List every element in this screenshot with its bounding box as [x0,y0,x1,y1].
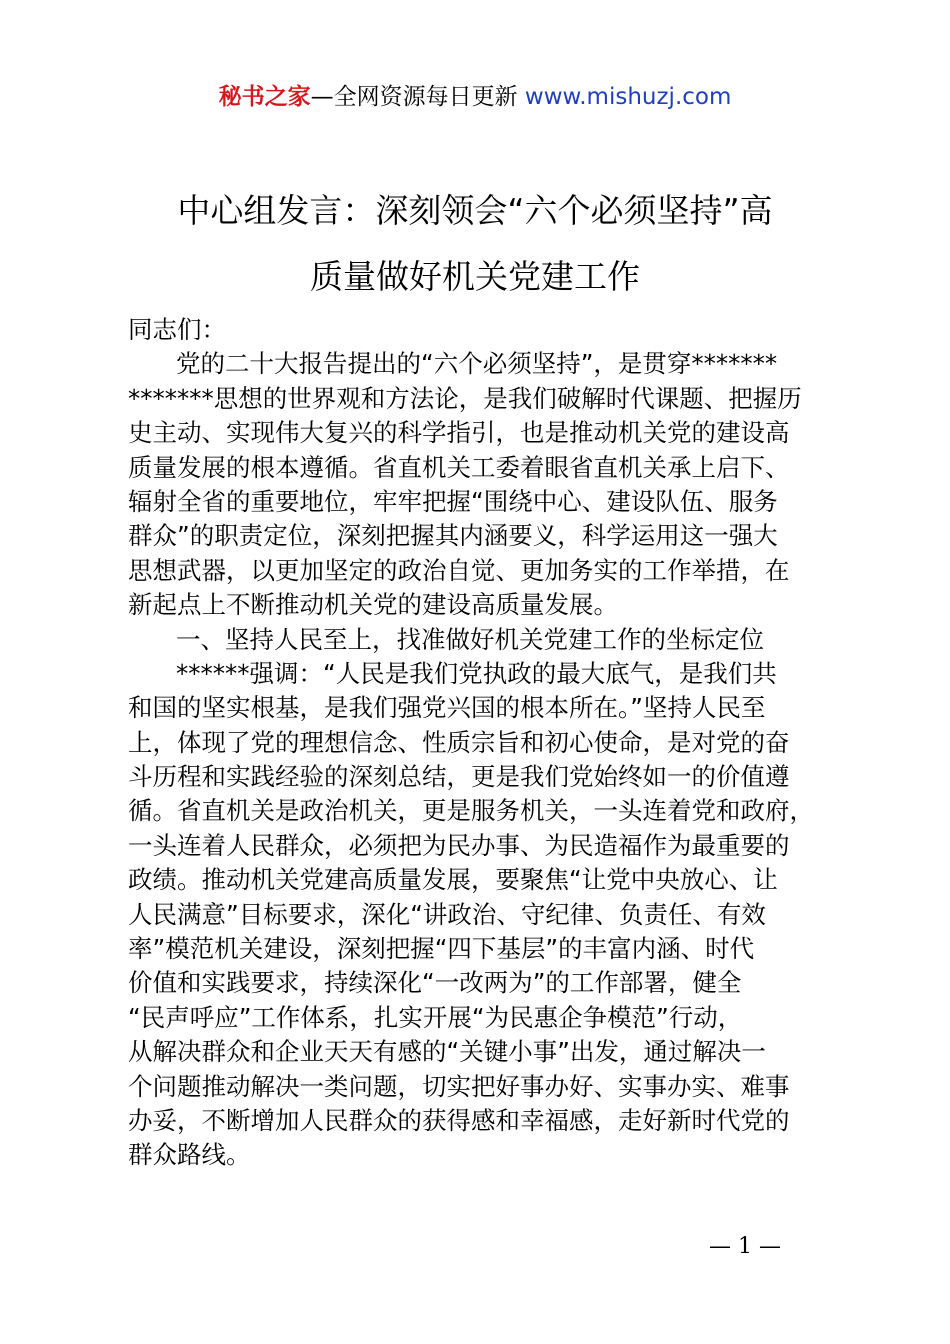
body-line: “民声呼应”工作体系，扎实开展“为民惠企争模范”行动， [128,1002,743,1032]
document-title-line-2: 质量做好机关党建工作 [310,257,640,296]
page-number: — 1 — [709,1234,781,1259]
document-body [128,313,828,1173]
brand-name: 秘书之家 [218,84,311,110]
body-line: 质量发展的根本遵循。省直机关工委着眼省直机关承上启下、 [128,452,790,482]
body-line: 辐射全省的重要地位，牢牢把握“围绕中心、建设队伍、服务 [128,486,778,516]
body-line: 人民满意”目标要求，深化“讲政治、守纪律、负责任、有效 [128,899,766,929]
document-title-line-1: 中心组发言：深刻领会“六个必须坚持”高 [177,191,773,230]
body-line: 新起点上不断推动机关党的建设高质量发展。 [128,590,618,620]
body-line: 一头连着人民群众，必须把为民办事、为民造福作为最重要的 [128,830,790,860]
body-line: 史主动、实现伟大复兴的科学指引，也是推动机关党的建设高 [128,418,790,448]
body-line: *******思想的世界观和方法论，是我们破解时代课题、把握历 [128,383,802,413]
body-line: 和国的坚实根基，是我们强党兴国的根本所在。”坚持人民至 [128,693,766,723]
body-line: 群众”的职责定位，深刻把握其内涵要义，科学运用这一强大 [128,521,778,551]
site-url[interactable]: www.mishuzj.com [524,84,732,110]
section-heading: 一、坚持人民至上，找准做好机关党建工作的坐标定位 [176,624,764,654]
body-line: 循。省直机关是政治机关，更是服务机关，一头连着党和政府， [128,796,814,826]
body-line: 党的二十大报告提出的“六个必须坚持”，是贯穿******* [176,349,778,379]
body-line: 上，体现了党的理想信念、性质宗旨和初心使命，是对党的奋 [128,727,790,757]
header-tagline: —全网资源每日更新 [310,84,518,110]
body-line: 斗历程和实践经验的深刻总结，更是我们党始终如一的价值遵 [128,762,790,792]
body-line: 个问题推动解决一类问题，切实把好事办好、实事办实、难事 [128,1071,790,1101]
body-line: 率”模范机关建设，深刻把握“四下基层”的丰富内涵、时代 [128,934,755,964]
body-line: ******强调：“人民是我们党执政的最大底气，是我们共 [176,658,777,688]
body-line: 政绩。推动机关党建高质量发展，要聚焦“让党中央放心、让 [128,865,778,895]
body-line: 思想武器，以更加坚定的政治自觉、更加务实的工作举措，在 [128,555,790,585]
body-line: 群众路线。 [128,1140,251,1170]
body-line: 价值和实践要求，持续深化“一改两为”的工作部署，健全 [128,968,742,998]
body-line: 办妥，不断增加人民群众的获得感和幸福感，走好新时代党的 [128,1105,790,1135]
body-line: 从解决群众和企业天天有感的“关键小事”出发，通过解决一 [128,1037,766,1067]
salutation: 同志们： [128,315,226,344]
site-header [0,80,950,114]
